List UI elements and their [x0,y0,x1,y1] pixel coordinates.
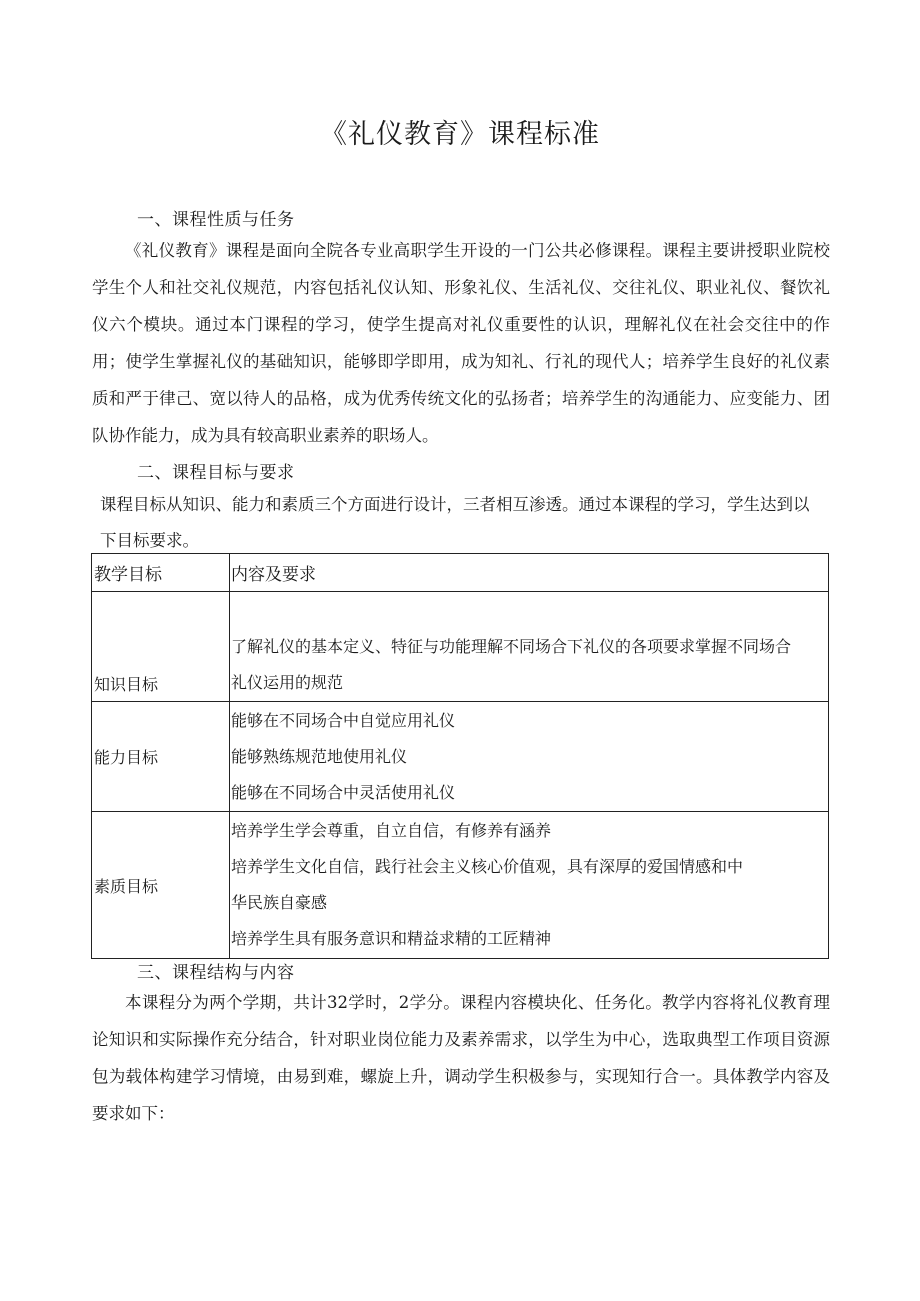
table-cell-line: 培养学生文化自信，践行社会主义核心价值观，具有深厚的爱国情感和中 [231,857,744,876]
table-row-label [92,592,230,702]
table-cell-content [230,592,829,702]
table-header-row [92,554,829,592]
table-row [92,812,829,959]
section-heading-structure: 三、课程结构与内容 [137,963,295,983]
table-cell-line: 能够熟练规范地使用礼仪 [231,746,408,766]
table-cell-content [230,702,829,812]
table-cell-line: 培养学生具有服务意识和精益求精的工匠精神 [231,929,552,948]
table-cell-line: 培养学生学会尊重，自立自信，有修养有涵养 [231,821,552,840]
section-heading-nature: 一、课程性质与任务 [137,210,295,230]
table-cell-line: 能够在不同场合中灵活使用礼仪 [231,782,456,802]
table-row-label-text: 知识目标 [94,675,159,694]
table-cell-content [230,812,829,959]
table-row [92,592,829,702]
goals-intro-line2: 下目标要求。 [100,531,199,550]
page-title: 《礼仪教育》课程标准 [320,119,600,150]
goals-table [91,553,829,959]
goals-intro-line1: 课程目标从知识、能力和素质三个方面进行设计，三者相互渗透。通过本课程的学习，学生达到以 [100,495,810,514]
table-cell-line: 能够在不同场合中自觉应用礼仪 [231,710,456,730]
section-paragraph-structure: 本课程分为两个学期，共计32学时，2学分。课程内容模块化、任务化。教学内容将礼仪教育理论知识和实际操作充分结合，针对职业岗位能力及素养需求，以学生为中心，选取典型工作项目资源包为载体构建学习情境，由易到难，螺旋上升，调动学生积极参与，实现知行合一。具体教学内容及要求如下： [92,993,830,1123]
table-header-cell: 教学目标 [92,554,230,592]
table-row-label: 素质目标 [92,812,230,959]
table-cell-line: 礼仪运用的规范 [231,673,344,692]
section-heading-goals: 二、课程目标与要求 [137,463,295,483]
table-cell-line: 了解礼仪的基本定义、特征与功能理解不同场合下礼仪的各项要求掌握不同场合 [231,637,792,656]
table-row-label: 能力目标 [92,702,230,812]
table-header-cell: 内容及要求 [230,554,829,592]
goals-intro [100,487,830,559]
table-row [92,702,829,812]
table-cell-line: 华民族自豪感 [231,893,328,912]
section-paragraph-nature: 《礼仪教育》课程是面向全院各专业高职学生开设的一门公共必修课程。课程主要讲授职业院校学生个人和社交礼仪规范，内容包括礼仪认知、形象礼仪、生活礼仪、交往礼仪、职业礼仪、餐饮礼仪六个模块。通过本门课程的学习，使学生提高对礼仪重要性的认识，理解礼仪在社会交往中的作用；使学生掌握礼仪的基础知识，能够即学即用，成为知礼、行礼的现代人；培养学生良好的礼仪素质和严于律己、宽以待人的品格，成为优秀传统文化的弘扬者；培养学生的沟通能力、应变能力、团队协作能力，成为具有较高职业素养的职场人。 [92,241,830,445]
